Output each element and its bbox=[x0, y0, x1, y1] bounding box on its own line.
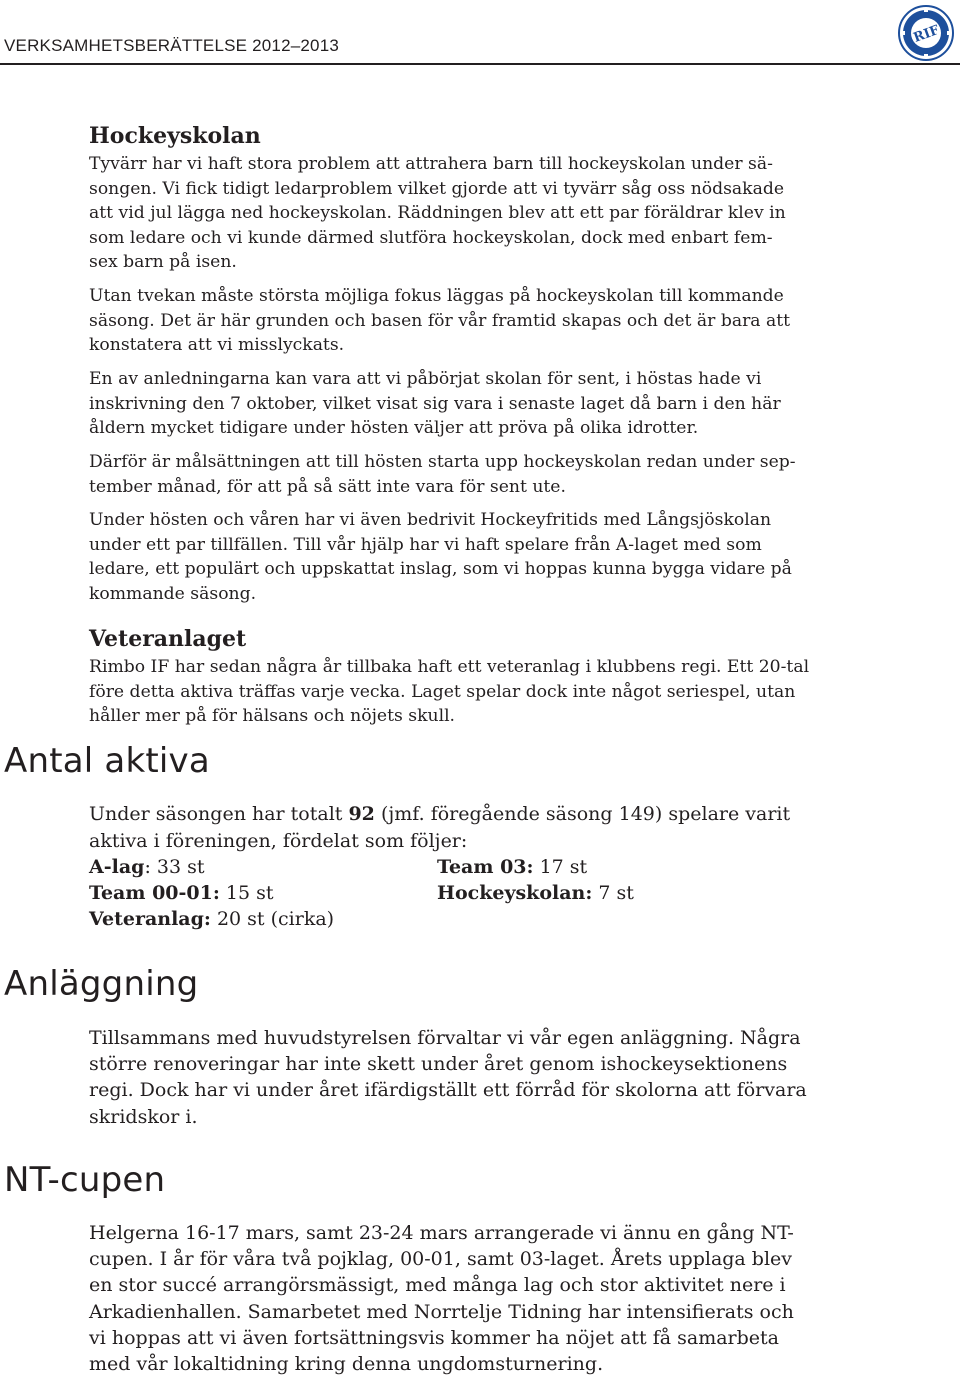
hockeyskolan-paragraph-3: En av anledningarna kan vara att vi påbörjat skolan för sent, i höstas hade vi inskrivning den 7 oktober, vilket visat sig vara i senaste laget då barn i den här åldern mycket tidigare under hösten väljer att pröva på olika idrotter. bbox=[89, 369, 781, 438]
team-count-hockeyskolan: Hockeyskolan: 7 st bbox=[437, 882, 634, 904]
club-logo-icon bbox=[897, 4, 955, 62]
hockeyskolan-paragraph-1: Tyvärr har vi haft stora problem att attrahera barn till hockeyskolan under sä- songen. Vi fick tidigt ledarproblem vilket gjorde att vi tyvärr såg oss nödsakade att vid jul lägga ned hockeyskolan. Räddningen blev att ett par föräldrar klev in som ledare och vi kunde därmed slutföra hockeyskolan, dock med enbart fem- sex barn på isen. bbox=[89, 154, 786, 272]
section-heading-veteranlaget: Veteranlaget bbox=[89, 626, 247, 652]
veteranlaget-paragraph: Rimbo IF har sedan några år tillbaka haft ett veteranlag i klubbens regi. Ett 20-tal före detta aktiva träffas varje vecka. Laget spelar dock inte något seriespel, utan håller mer på för hälsans och nöjets skull. bbox=[89, 657, 810, 726]
logo-lettering: RIF bbox=[911, 22, 942, 46]
antal-aktiva-intro-line-2: aktiva i föreningen, fördelat som följer: bbox=[89, 830, 468, 852]
total-players-value: 92 bbox=[348, 803, 375, 825]
section-heading-nt-cupen: NT-cupen bbox=[4, 1160, 166, 1200]
antal-aktiva-intro-line-1: Under säsongen har totalt 92 (jmf. föregående säsong 149) spelare varit bbox=[89, 803, 791, 825]
team-count-veteranlag: Veteranlag: 20 st (cirka) bbox=[89, 908, 335, 930]
section-heading-hockeyskolan: Hockeyskolan bbox=[89, 123, 261, 149]
team-count-team-03: Team 03: 17 st bbox=[437, 856, 588, 878]
team-count-a-lag: A-lag: 33 st bbox=[89, 856, 205, 878]
document-header-title: VERKSAMHETSBERÄTTELSE 2012–2013 bbox=[4, 36, 340, 55]
section-heading-antal-aktiva: Antal aktiva bbox=[4, 741, 210, 781]
anlaggning-paragraph: Tillsammans med huvudstyrelsen förvaltar vi vår egen anläggning. Några större renoveringar har inte skett under året genom ishockeysektionens regi. Dock har vi under året ifärdigställt ett förråd för skolorna att förvara skridskor i. bbox=[89, 1027, 807, 1128]
section-heading-anlaggning: Anläggning bbox=[4, 964, 199, 1004]
hockeyskolan-paragraph-4: Därför är målsättningen att till hösten starta upp hockeyskolan redan under sep- tember månad, för att på så sätt inte vara för sent ute. bbox=[89, 452, 796, 497]
header-divider bbox=[0, 63, 960, 65]
nt-cupen-paragraph: Helgerna 16-17 mars, samt 23-24 mars arrangerade vi ännu en gång NT- cupen. I år för våra två pojklag, 00-01, samt 03-laget. Årets upplaga blev en stor succé arrangörsmässigt, med många lag och stor aktivitet nere i Arkadienhallen. Samarbetet med Norrtelje Tidning har intensifierats och vi hoppas att vi även fortsättningsvis kommer ha nöjet att få samarbeta med vår lokaltidning kring denna ungdomsturnering. bbox=[89, 1222, 794, 1376]
team-count-team-00-01: Team 00-01: 15 st bbox=[89, 882, 274, 904]
hockeyskolan-paragraph-5: Under hösten och våren har vi även bedrivit Hockeyfritids med Långsjöskolan under ett par tillfällen. Till vår hjälp har vi haft spelare från A-laget med som ledare, ett populärt och uppskattat inslag, som vi hoppas kunna bygga vidare på kommande säsong. bbox=[89, 510, 792, 604]
hockeyskolan-paragraph-2: Utan tvekan måste största möjliga fokus läggas på hockeyskolan till kommande säsong. Det är här grunden och basen för vår framtid skapas och det är bara att konstatera att vi misslyckats. bbox=[89, 286, 791, 355]
